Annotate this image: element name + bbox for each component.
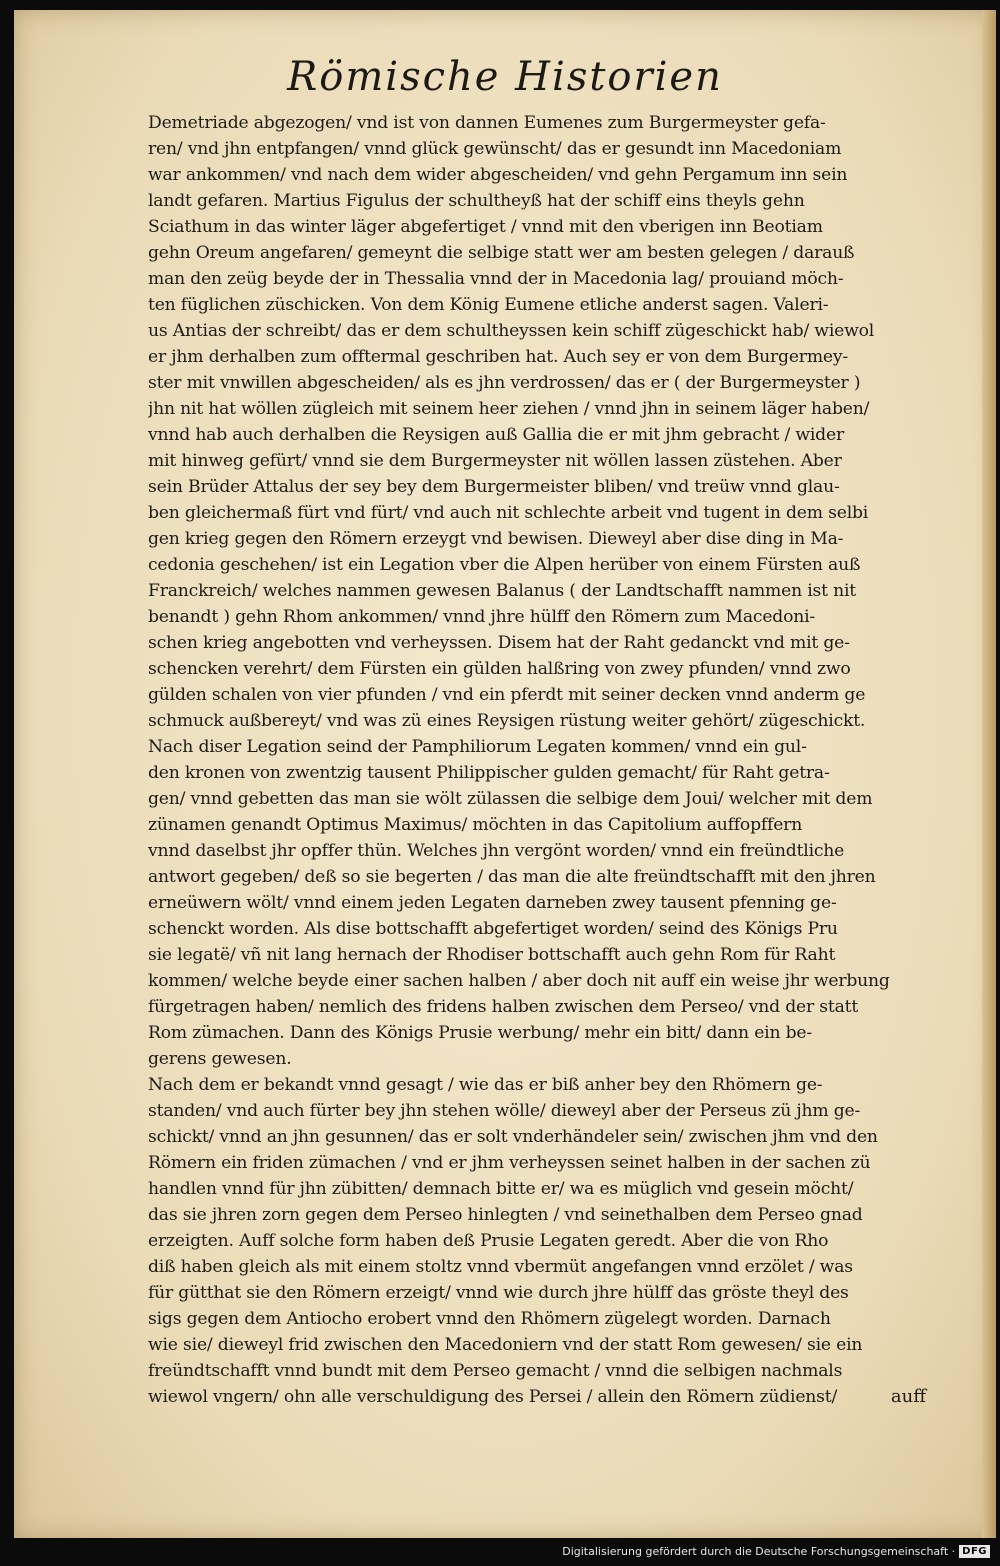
text-line: er jhm derhalben zum offtermal geschriben hat. Auch sey er von dem Burgermey- <box>148 347 849 367</box>
text-line: cedonia geschehen/ ist ein Legation vber die Alpen herüber von einem Fürsten auß <box>148 555 861 575</box>
text-line: Demetriade abgezogen/ vnd ist von dannen Eumenes zum Burgermeyster gefa- <box>148 113 826 133</box>
text-line: sie legatë/ vñ nit lang hernach der Rhodiser bottschafft auch gehn Rom für Raht <box>148 945 836 965</box>
text-line: wiewol vngern/ ohn alle verschuldigung des Persei / allein den Römern züdienst/ <box>148 1387 838 1407</box>
text-line: gerens gewesen. <box>148 1049 292 1069</box>
text-line: freündtschafft vnnd bundt mit dem Perseo gemacht / vnnd die selbigen nachmals <box>148 1361 843 1381</box>
text-line: gen krieg gegen den Römern erzeygt vnd bewisen. Dieweyl aber dise ding in Ma- <box>148 529 844 549</box>
text-line: den kronen von zwentzig tausent Philippischer gulden gemacht/ für Raht getra- <box>148 763 830 783</box>
text-line: erzeigten. Auff solche form haben deß Prusie Legaten geredt. Aber die von Rho <box>148 1231 829 1251</box>
text-line: gehn Oreum angefaren/ gemeynt die selbige statt wer am besten gelegen / darauß <box>148 243 855 263</box>
text-line: Rom zümachen. Dann des Königs Prusie werbung/ mehr ein bitt/ dann ein be- <box>148 1023 812 1043</box>
dfg-logo-icon: DFG <box>959 1545 990 1558</box>
text-line: zünamen genandt Optimus Maximus/ möchten in das Capitolium auffopffern <box>148 815 803 835</box>
text-line: für gütthat sie den Römern erzeigt/ vnnd wie durch jhre hülff das gröste theyl des <box>148 1283 849 1303</box>
text-line: fürgetragen haben/ nemlich des fridens halben zwischen dem Perseo/ vnd der statt <box>148 997 859 1017</box>
text-line: schen krieg angebotten vnd verheyssen. Disem hat der Raht gedanckt vnd mit ge- <box>148 633 850 653</box>
text-line: standen/ vnd auch fürter bey jhn stehen wölle/ dieweyl aber der Perseus zü jhm ge- <box>148 1101 861 1121</box>
text-line: mit hinweg gefürt/ vnnd sie dem Burgermeyster nit wöllen lassen züstehen. Aber <box>148 451 842 471</box>
running-head: Römische Historien <box>287 54 723 100</box>
text-line: benandt ) gehn Rhom ankommen/ vnnd jhre hülff den Römern zum Macedoni- <box>148 607 816 627</box>
text-line: ten füglichen züschicken. Von dem König Eumene etliche anderst sagen. Valeri- <box>148 295 829 315</box>
text-line: sein Brüder Attalus der sey bey dem Burgermeister bliben/ vnd treüw vnnd glau- <box>148 477 840 497</box>
text-line: handlen vnnd für jhn zübitten/ demnach bitte er/ wa es müglich vnd gesein möcht/ <box>148 1179 854 1199</box>
text-line: kommen/ welche beyde einer sachen halben / aber doch nit auff ein weise jhr werbung <box>148 971 890 991</box>
text-line: vnnd hab auch derhalben die Reysigen auß Gallia die er mit jhm gebracht / wider <box>148 425 844 445</box>
text-line: schmuck außbereyt/ vnd was zü eines Reysigen rüstung weiter gehört/ zügeschickt. <box>148 711 866 731</box>
text-line: jhn nit hat wöllen zügleich mit seinem heer ziehen / vnnd jhn in seinem läger haben/ <box>148 399 870 419</box>
text-line: erneüwern wölt/ vnnd einem jeden Legaten darneben zwey tausent pfenning ge- <box>148 893 837 913</box>
text-line: Sciathum in das winter läger abgefertiget / vnnd mit den vberigen inn Beotiam <box>148 217 823 237</box>
text-line: schickt/ vnnd an jhn gesunnen/ das er solt vnderhändeler sein/ zwischen jhm vnd den <box>148 1127 878 1147</box>
text-line: gülden schalen von vier pfunden / vnd ein pferdt mit seiner decken vnnd anderm ge <box>148 685 866 705</box>
book-page <box>14 10 996 1538</box>
text-line: gen/ vnnd gebetten das man sie wölt zülassen die selbige dem Joui/ welcher mit dem <box>148 789 873 809</box>
text-line: landt gefaren. Martius Figulus der schultheyß hat der schiff eins theyls gehn <box>148 191 805 211</box>
text-line: sigs gegen dem Antiocho erobert vnnd den Rhömern zügelegt worden. Darnach <box>148 1309 831 1329</box>
text-line: ster mit vnwillen abgescheiden/ als es jhn verdrossen/ das er ( der Burgermeyster ) <box>148 373 861 393</box>
text-block <box>148 110 960 1410</box>
footer-credit <box>562 1545 990 1558</box>
text-line: Franckreich/ welches nammen gewesen Balanus ( der Landtschafft nammen ist nit <box>148 581 857 601</box>
text-line: wie sie/ dieweyl frid zwischen den Macedoniern vnd der statt Rom gewesen/ sie ein <box>148 1335 863 1355</box>
text-line: us Antias der schreibt/ das er dem schultheyssen kein schiff zügeschickt hab/ wiewol <box>148 321 875 341</box>
text-line: vnnd daselbst jhr opffer thün. Welches jhn vergönt worden/ vnnd ein freündtliche <box>148 841 845 861</box>
text-line: Römern ein friden zümachen / vnd er jhm verheyssen seinet halben in der sachen zü <box>148 1153 871 1173</box>
text-line: antwort gegeben/ deß so sie begerten / das man die alte freündtschafft mit den jhren <box>148 867 876 887</box>
footer-text: Digitalisierung gefördert durch die Deutsche Forschungsgemeinschaft · <box>562 1545 956 1558</box>
text-line: man den zeüg beyde der in Thessalia vnnd der in Macedonia lag/ prouiand möch- <box>148 269 844 289</box>
text-line: schencken verehrt/ dem Fürsten ein gülden halßring von zwey pfunden/ vnnd zwo <box>148 659 851 679</box>
text-line: diß haben gleich als mit einem stoltz vnnd vbermüt angefangen vnnd erzölet / was <box>148 1257 853 1277</box>
text-line: Nach dem er bekandt vnnd gesagt / wie das er biß anher bey den Rhömern ge- <box>148 1075 823 1095</box>
text-line: ben gleichermaß fürt vnd fürt/ vnd auch nit schlechte arbeit vnd tugent in dem selbi <box>148 503 869 523</box>
text-line: Nach diser Legation seind der Pamphiliorum Legaten kommen/ vnnd ein gul- <box>148 737 807 757</box>
text-line: das sie jhren zorn gegen dem Perseo hinlegten / vnd seinethalben dem Perseo gnad <box>148 1205 863 1225</box>
text-line: ren/ vnd jhn entpfangen/ vnnd glück gewünscht/ das er gesundt inn Macedoniam <box>148 139 842 159</box>
catchword: auff <box>890 1386 926 1407</box>
text-line: war ankommen/ vnd nach dem wider abgescheiden/ vnd gehn Pergamum inn sein <box>148 165 848 185</box>
text-line: schenckt worden. Als dise bottschafft abgefertiget worden/ seind des Königs Pru <box>148 919 838 939</box>
page-edge <box>982 10 996 1538</box>
